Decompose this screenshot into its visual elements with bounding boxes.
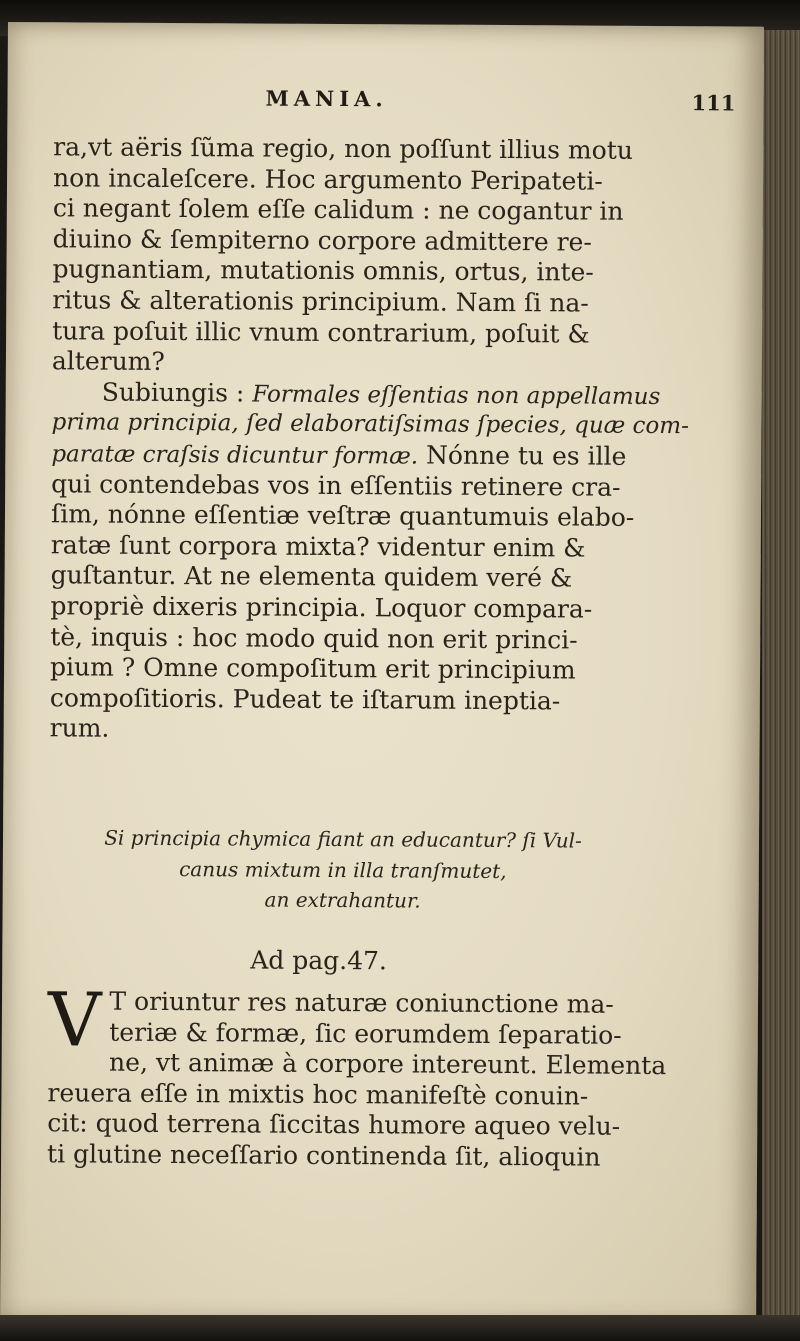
heading-line: canus mixtum in illa tranſmutet,: [179, 856, 507, 883]
text-line: non incaleſcere. Hoc argumento Peripateti-: [52, 162, 603, 196]
heading-line: an extrahantur.: [264, 887, 421, 913]
page-header: [7, 84, 763, 129]
text-line: ci negant ſolem eſſe calidum : ne cogantur in: [52, 193, 624, 226]
text-line: tura poſuit illic vnum contrarium, poſuit &: [52, 315, 590, 349]
text-line: rum.: [49, 713, 110, 743]
text-line: [51, 438, 627, 472]
book-page: [0, 22, 764, 1327]
section-heading: [83, 822, 604, 917]
text-line: cit: quod terrena ſiccitas humore aqueo velu-: [47, 1108, 621, 1142]
page-number: 111: [691, 90, 736, 116]
drop-cap-initial: V: [47, 977, 102, 1064]
paragraph-1: [49, 132, 689, 747]
paragraph-2: [46, 977, 667, 1173]
book-page-edges: [762, 30, 800, 1341]
text-line: ra,vt aëris ſũma regio, non poſſunt illius motu: [53, 132, 633, 165]
italic-quote: paratæ craſsis dicuntur formæ.: [51, 441, 419, 470]
italic-quote-line: prima principia, ſed elaboratiſsimas ſpecies, quæ com-: [51, 409, 689, 440]
text-line: qui contendebas vos in eſſentiis retinere cra-: [51, 468, 621, 502]
text-line: pugnantiam, mutationis omnis, ortus, inte-: [52, 254, 594, 287]
heading-line: Si principia chymica fiant an educantur? ſi Vul-: [104, 825, 582, 853]
text-line: ſim, nónne eſſentiæ veſtræ quantumuis elabo-: [50, 499, 635, 532]
text-line: reuera eſſe in mixtis hoc manifeſtè conuin-: [47, 1078, 589, 1111]
text-line: ne, vt animæ à corpore intereunt. Elementa: [109, 1047, 667, 1081]
text-line: propriè dixeris principia. Loquor compara-: [50, 591, 593, 624]
scan-bottom-edge: [0, 1315, 800, 1341]
text-span: Nónne tu es ille: [418, 440, 627, 471]
text-line: ratæ ſunt corpora mixta? videntur enim &: [50, 529, 586, 563]
text-line: alterum?: [51, 346, 165, 377]
text-line: teriæ & formæ, ſic eorumdem ſeparatio-: [109, 1017, 622, 1050]
text-line: T oriuntur res naturæ coniunctione ma-: [109, 986, 614, 1019]
italic-quote: Formales eſſentias non appellamus: [252, 381, 661, 410]
text-line: tè, inquis : hoc modo quid non erit princi-: [50, 621, 578, 654]
text-line: pium ? Omne compoſitum erit principium: [49, 652, 576, 685]
text-line: compoſitioris. Pudeat te iſtarum ineptia-: [49, 682, 561, 716]
text-line: ritus & alterationis principium. Nam ſi na-: [52, 285, 589, 318]
text-line: ti glutine neceſſario continenda ſit, alioquin: [46, 1139, 601, 1172]
text-line: guſtantur. At ne elementa quidem veré &: [50, 560, 573, 593]
text-line: diuino & ſempiterno corpore admittere re-: [52, 224, 592, 257]
text-line: [52, 377, 661, 411]
running-head: MANIA.: [265, 85, 388, 112]
page-reference: Ad pag.47.: [250, 945, 387, 976]
subiungis-prefix: Subiungis :: [101, 377, 253, 408]
